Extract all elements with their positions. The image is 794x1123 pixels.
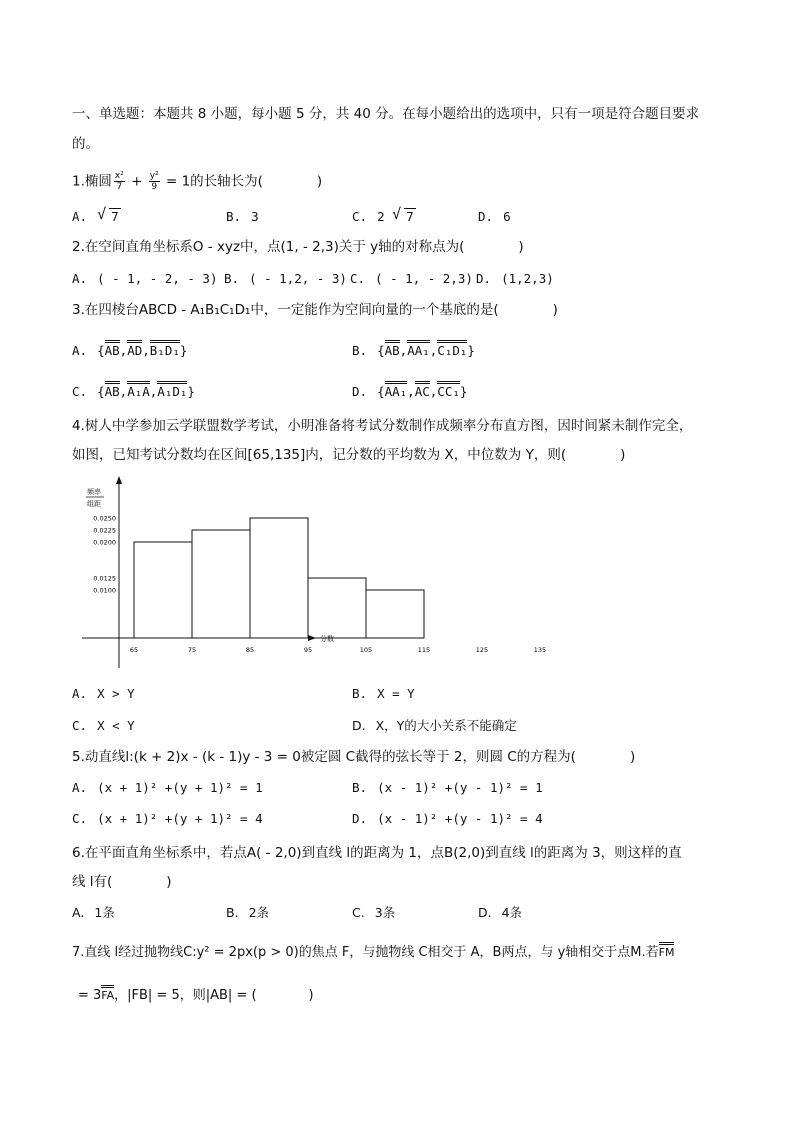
y-tick-label: 0.0125 [93, 574, 116, 583]
q2-option-a[interactable]: A. ( - 1, - 2, - 3) [72, 271, 218, 286]
question-6-line2: 线 l有( ) [72, 874, 172, 890]
plus-sign: + [131, 173, 143, 190]
question-3: 3.在四棱台ABCD - A₁B₁C₁D₁中，一定能作为空间向量的一个基底的是( ) [72, 302, 558, 318]
q5-option-d[interactable]: D. (x - 1)² +(y - 1)² = 4 [352, 811, 543, 826]
q3-option-b[interactable]: B. {AB,AA₁,C₁D₁} [352, 340, 475, 360]
question-4-line1: 4.树人中学参加云学联盟数学考试，小明准备将考试分数制作成频率分布直方图，因时间紧未制作完全， [72, 418, 693, 434]
histogram-bar-85-95 [250, 518, 308, 638]
q4-option-c[interactable]: C. X < Y [72, 718, 135, 733]
x-label: 分数 [320, 635, 334, 643]
vector-fa: FA [101, 985, 114, 1003]
q5-option-b[interactable]: B. (x - 1)² +(y - 1)² = 1 [352, 780, 543, 795]
histogram-bar-75-85 [192, 530, 250, 638]
section-header-line2: 的。 [72, 136, 99, 152]
frequency-histogram [72, 472, 547, 672]
q1-option-d[interactable]: D. 6 [478, 209, 511, 224]
x-tick-label: 95 [303, 646, 313, 654]
x-tick-label: 125 [475, 646, 489, 654]
q2-option-c[interactable]: C. ( - 1, - 2,3) [350, 271, 473, 286]
y-tick-label: 0.0200 [93, 538, 116, 547]
x-tick-label: 105 [359, 646, 373, 654]
question-2: 2.在空间直角坐标系O - xyz中，点(1, - 2,3)关于 y轴的对称点为( ) [72, 239, 524, 255]
q6-option-d[interactable]: D. 4条 [478, 905, 523, 920]
q3-option-c[interactable]: C. {AB,A₁A,A₁D₁} [72, 381, 195, 401]
histogram-bar-95-105 [308, 578, 366, 638]
q3-option-d[interactable]: D. {AA₁,AC,CC₁} [352, 381, 467, 401]
q6-option-c[interactable]: C. 3条 [352, 905, 396, 920]
question-4-line2: 如图，已知考试分数均在区间[65,135]内，记分数的平均数为 X，中位数为 Y，则( ) [72, 447, 626, 463]
question-5: 5.动直线l:(k + 2)x - (k - 1)y - 3 = 0被定圆 C截得的弦长等于 2，则圆 C的方程为( ) [72, 749, 636, 765]
y-label-bottom: 组距 [87, 500, 101, 508]
x-tick-label: 85 [245, 646, 255, 654]
q1-option-b[interactable]: B. 3 [226, 209, 259, 224]
y-tick-label: 0.0225 [93, 526, 116, 535]
q2-option-d[interactable]: D. (1,2,3) [476, 271, 554, 286]
sqrt-symbol: √ 7 [97, 205, 119, 224]
q3-option-a[interactable]: A. {AB,AD,B₁D₁} [72, 340, 187, 360]
question-7-line1: 7.直线 l经过抛物线C:y² = 2px(p > 0)的焦点 F，与抛物线 C相交于 A，B两点，与 y轴相交于点M.若FM [72, 942, 674, 963]
question-7-line2: = 3FA，|FB| = 5，则|AB| = ( ) [78, 985, 314, 1006]
q5-option-a[interactable]: A. (x + 1)² +(y + 1)² = 1 [72, 780, 263, 795]
q4-option-a[interactable]: A. X > Y [72, 686, 135, 701]
y-tick-label: 0.0100 [93, 586, 116, 595]
q1-option-a[interactable]: A. √ 7 [72, 205, 119, 224]
question-1-prefix: 1.椭圆 [72, 173, 112, 190]
q1-option-c[interactable]: C. 2 √ 7 [352, 205, 414, 224]
x-tick-label: 135 [533, 646, 547, 654]
question-1-suffix: = 1的长轴长为( ) [165, 173, 323, 190]
section-header-line1: 一、单选题：本题共 8 小题，每小题 5 分，共 40 分。在每小题给出的选项中，只有一项是符合题目要求 [72, 106, 700, 122]
y-label-top: 频率 [87, 488, 101, 496]
histogram-bar-105-115 [366, 590, 424, 638]
histogram-bar-65-75 [134, 542, 192, 638]
q5-option-c[interactable]: C. (x + 1)² +(y + 1)² = 4 [72, 811, 263, 826]
x-tick-label: 65 [129, 646, 139, 654]
y-axis-arrow [116, 476, 122, 484]
fraction-x2-over-7: $\frac{\text{x²}}{7}$ [114, 171, 124, 192]
y-tick-label: 0.0250 [93, 514, 116, 523]
q4-option-d[interactable]: D. X，Y的大小关系不能确定 [352, 718, 517, 733]
q2-option-b[interactable]: B. ( - 1,2, - 3) [224, 271, 347, 286]
question-6-line1: 6.在平面直角坐标系中，若点A( - 2,0)到直线 l的距离为 1，点B(2,0)到直线 l的距离为 3，则这样的直 [72, 845, 682, 861]
x-tick-label: 75 [187, 646, 197, 654]
question-1 [72, 171, 322, 192]
vector-fm: FM [659, 942, 675, 960]
sqrt-symbol: √ 7 [392, 205, 414, 224]
q6-option-a[interactable]: A. 1条 [72, 905, 115, 920]
q4-option-b[interactable]: B. X = Y [352, 686, 415, 701]
fraction-y2-over-9: $\frac{\text{y²}}{9}$ [149, 171, 159, 192]
q6-option-b[interactable]: B. 2条 [226, 905, 270, 920]
x-tick-label: 115 [417, 646, 431, 654]
